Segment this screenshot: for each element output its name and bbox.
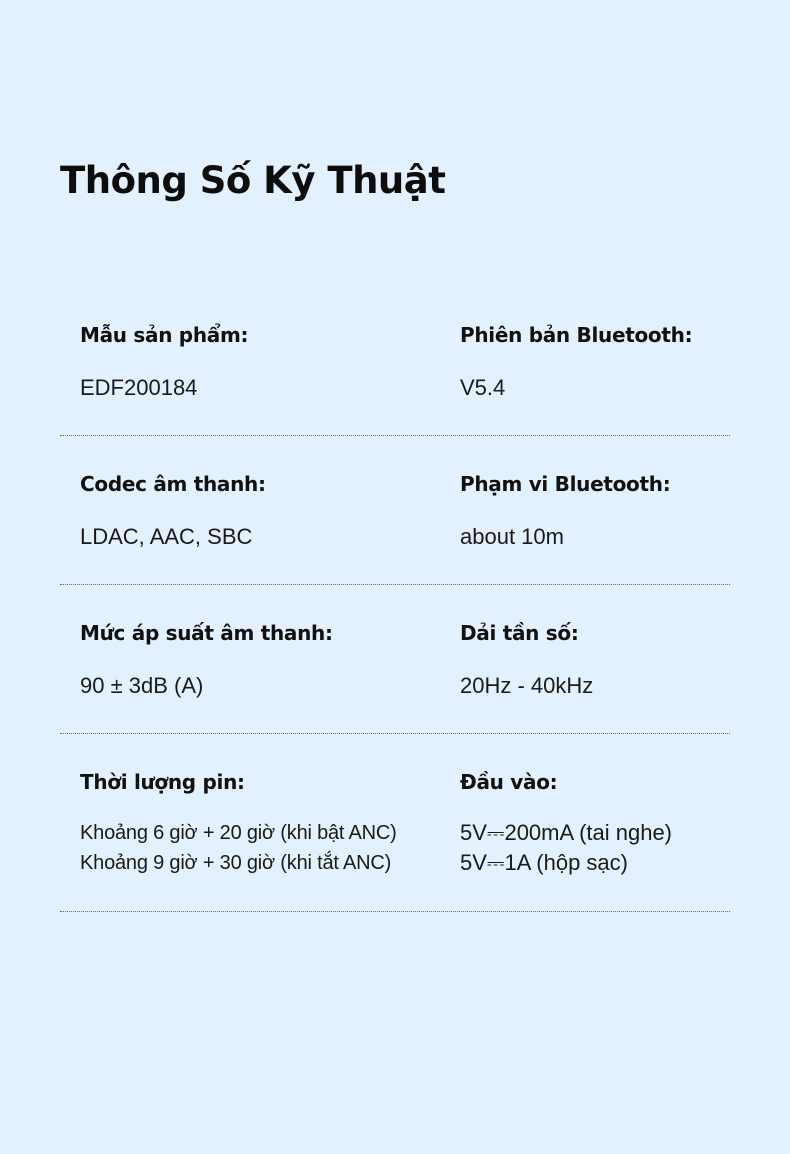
spec-row — [60, 436, 730, 585]
spec-table — [60, 287, 730, 912]
spec-value: 90 ± 3dB (A) — [80, 673, 204, 698]
spec-value: LDAC, AAC, SBC — [80, 524, 253, 549]
spec-value-line: 5V⎓1A (hộp sạc) — [460, 850, 628, 875]
spec-value: V5.4 — [460, 375, 506, 400]
spec-row — [60, 585, 730, 734]
spec-value-line: 5V⎓200mA (tai nghe) — [460, 820, 673, 845]
spec-value-line: Khoảng 9 giờ + 30 giờ (khi tắt ANC) — [80, 852, 392, 874]
spec-row — [60, 734, 730, 912]
spec-label: Codec âm thanh: — [80, 472, 266, 496]
spec-value-lines — [460, 818, 672, 878]
spec-label: Mẫu sản phẩm: — [80, 323, 249, 347]
spec-label: Thời lượng pin: — [80, 770, 245, 794]
spec-value-line: Khoảng 6 giờ + 20 giờ (khi bật ANC) — [80, 822, 397, 844]
page-title: Thông Số Kỹ Thuật — [60, 159, 446, 202]
spec-label: Mức áp suất âm thanh: — [80, 621, 333, 645]
spec-value: EDF200184 — [80, 375, 198, 400]
spec-value-lines — [80, 818, 397, 878]
spec-value: 20Hz - 40kHz — [460, 673, 594, 698]
spec-label: Phiên bản Bluetooth: — [460, 323, 693, 347]
spec-value: about 10m — [460, 524, 564, 549]
spec-label: Phạm vi Bluetooth: — [460, 472, 671, 496]
spec-row — [60, 287, 730, 436]
spec-label: Đầu vào: — [460, 770, 558, 794]
spec-label: Dải tần số: — [460, 621, 579, 645]
